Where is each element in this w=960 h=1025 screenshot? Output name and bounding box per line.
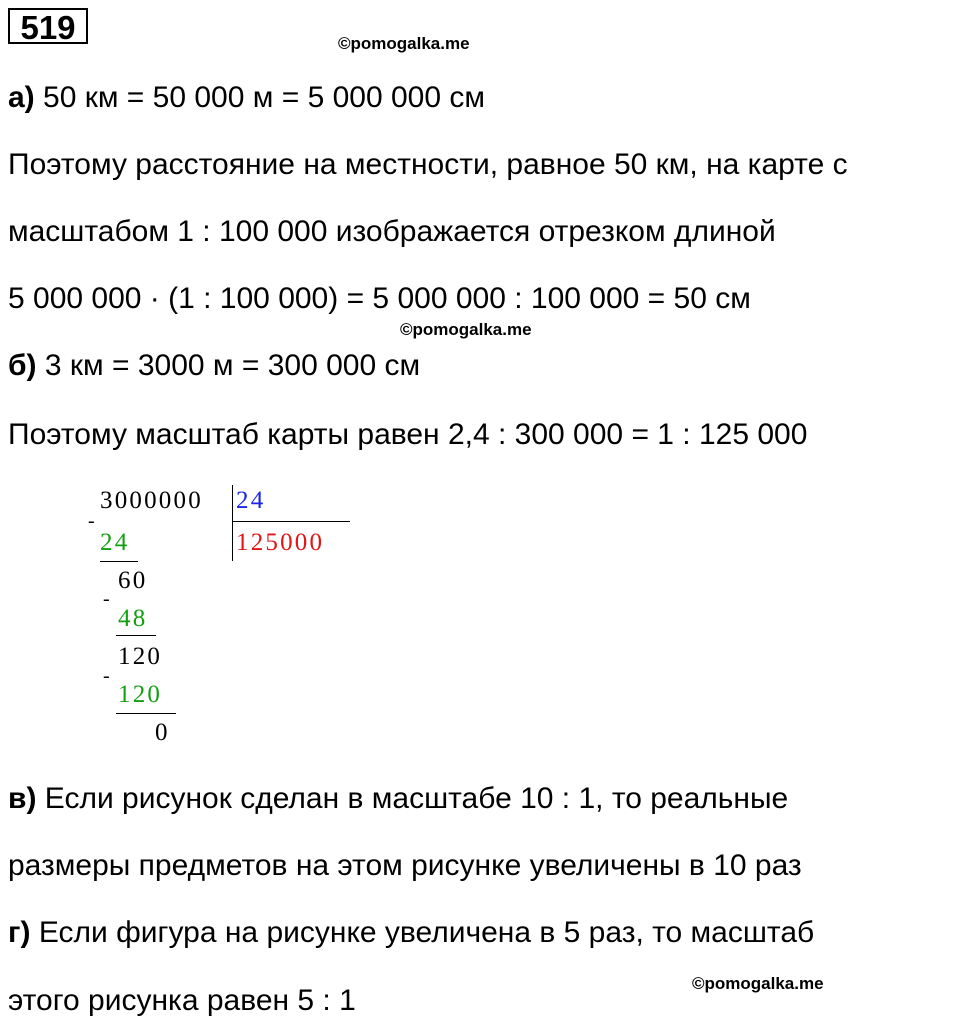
part-b-line-1 [8, 346, 420, 386]
division-vertical-bar [232, 485, 233, 561]
part-b-label: б) [8, 349, 37, 382]
division-quotient: 125000 [236, 529, 325, 556]
division-dividend: 3000000 [100, 487, 203, 514]
division-divisor: 24 [236, 487, 266, 514]
part-b-text-1: 3 км = 3000 м = 300 000 см [36, 349, 421, 382]
part-a-line-4: 5 000 000 · (1 : 100 000) = 5 000 000 : 100 000 = 50 см [8, 282, 751, 315]
watermark: ©pomogalka.me [692, 974, 824, 993]
problem-number: 519 [8, 8, 88, 44]
division-divisor-underline [232, 521, 350, 522]
part-v-line-2: размеры предметов на этом рисунке увеличены в 10 раз [8, 849, 802, 882]
division-subtrahend-2: 48 [118, 605, 148, 632]
part-g-label: г) [8, 916, 31, 949]
part-a-line-3: масштабом 1 : 100 000 изображается отрезком длиной [8, 215, 776, 248]
part-a-line-1 [8, 78, 485, 118]
minus-sign: - [88, 510, 95, 532]
part-g-text-1: Если фигура на рисунке увеличена в 5 раз, то масштаб [30, 916, 815, 949]
division-rule-2 [116, 635, 156, 636]
part-g-line-1 [8, 913, 814, 953]
minus-sign: - [103, 665, 110, 687]
part-v-text-1: Если рисунок сделан в масштабе 10 : 1, то реальные [36, 782, 789, 815]
watermark: ©pomogalka.me [400, 320, 532, 339]
division-remainder-1: 60 [118, 567, 148, 594]
part-a-text-1: 50 км = 50 000 м = 5 000 000 см [34, 81, 485, 114]
part-v-line-1 [8, 779, 788, 819]
part-b-line-2: Поэтому масштаб карты равен 2,4 : 300 000 = 1 : 125 000 [8, 418, 808, 451]
division-subtrahend-1: 24 [100, 529, 130, 556]
division-remainder-2: 120 [118, 643, 163, 670]
part-a-label: а) [8, 81, 35, 114]
part-g-line-2: этого рисунка равен 5 : 1 [8, 984, 356, 1017]
division-subtrahend-3: 120 [118, 681, 163, 708]
division-rule-3 [116, 713, 176, 714]
minus-sign: - [103, 588, 110, 610]
watermark: ©pomogalka.me [338, 34, 470, 53]
division-remainder-3: 0 [155, 719, 170, 746]
division-rule-1 [100, 561, 138, 562]
part-a-line-2: Поэтому расстояние на местности, равное 50 км, на карте с [8, 148, 848, 181]
part-v-label: в) [8, 782, 37, 815]
